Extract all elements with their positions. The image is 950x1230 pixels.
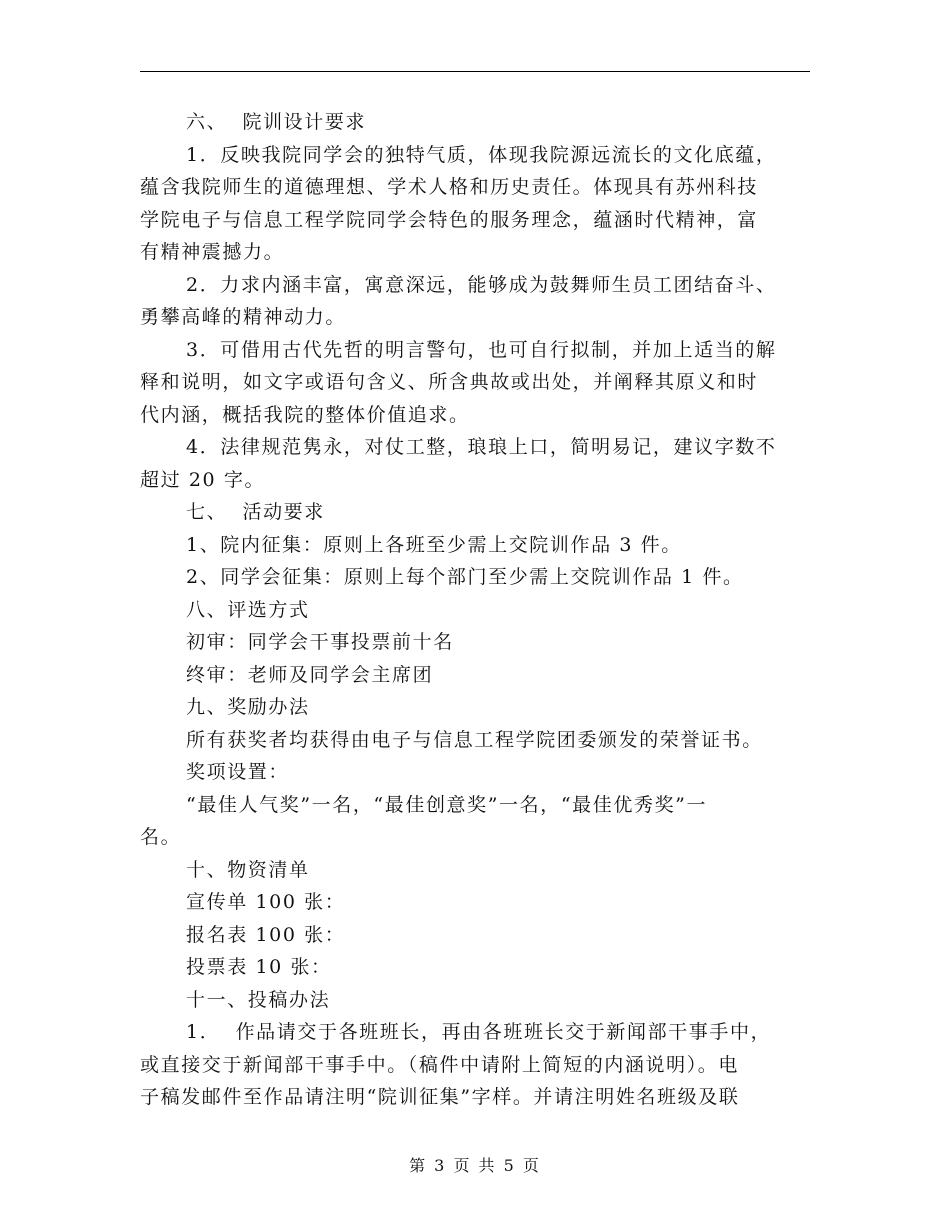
paragraph-line: 超过 20 字。	[140, 468, 266, 491]
paragraph-line: 奖项设置：	[186, 761, 290, 783]
paragraph-line: 1．反映我院同学会的独特气质，体现我院源远流长的文化底蕴，	[186, 143, 777, 166]
paragraph-line: 3．可借用古代先哲的明言警句，也可自行拟制，并加上适当的解	[186, 338, 777, 361]
section-heading-9: 九、奖励办法	[186, 696, 310, 718]
paragraph-line: 2．力求内涵丰富，寓意深远，能够成为鼓舞师生员工团结奋斗、	[186, 273, 777, 296]
paragraph-line: 报名表 100 张：	[186, 923, 346, 946]
section-heading-7: 七、 活动要求	[186, 501, 325, 523]
paragraph-line: 蕴含我院师生的道德理想、学术人格和历史责任。体现具有苏州科技	[140, 176, 759, 198]
paragraph-line: 投票表 10 张：	[186, 956, 332, 978]
paragraph-line: 代内涵，概括我院的整体价值追求。	[140, 403, 470, 426]
paragraph-line: 4．法律规范隽永，对仗工整，琅琅上口，简明易记，建议字数不	[186, 436, 777, 458]
paragraph-line: 2、同学会征集：原则上每个部门至少需上交院训作品 1 件。	[186, 566, 744, 588]
paragraph-line: 终审：老师及同学会主席团	[186, 663, 434, 686]
paragraph-line: 1、院内征集：原则上各班至少需上交院训作品 3 件。	[186, 533, 682, 556]
header-rule	[140, 71, 810, 72]
paragraph-line: 所有获奖者均获得由电子与信息工程学院团委颁发的荣誉证书。	[186, 728, 763, 751]
paragraph-line: 勇攀高峰的精神动力。	[140, 306, 347, 328]
paragraph-line: 有精神震撼力。	[140, 241, 285, 263]
paragraph-line: “最佳人气奖”一名，“最佳创意奖”一名，“最佳优秀奖”一	[186, 793, 708, 816]
section-heading-10: 十、物资清单	[186, 858, 310, 881]
paragraph-line: 或直接交于新闻部干事手中。（稿件中请附上简短的内涵说明）。电	[140, 1053, 740, 1076]
paragraph-line: 子稿发邮件至作品请注明“院训征集”字样。并请注明姓名班级及联	[140, 1086, 740, 1108]
paragraph-line: 1． 作品请交于各班班长，再由各班班长交于新闻部干事手中，	[186, 1021, 772, 1043]
section-heading-11: 十一、投稿办法	[186, 988, 331, 1011]
paragraph-line: 名。	[140, 826, 182, 848]
section-heading-6: 六、 院训设计要求	[186, 111, 367, 133]
paragraph-line: 释和说明，如文字或语句含义、所含典故或出处，并阐释其原义和时	[140, 371, 759, 393]
section-heading-8: 八、评选方式	[186, 598, 310, 621]
paragraph-line: 初审：同学会干事投票前十名	[186, 631, 454, 653]
paragraph-line: 宣传单 100 张：	[186, 891, 346, 913]
page-number: 第 3 页 共 5 页	[409, 1156, 541, 1175]
paragraph-line: 学院电子与信息工程学院同学会特色的服务理念，蕴涵时代精神，富	[140, 208, 759, 231]
document-body	[140, 106, 810, 1114]
